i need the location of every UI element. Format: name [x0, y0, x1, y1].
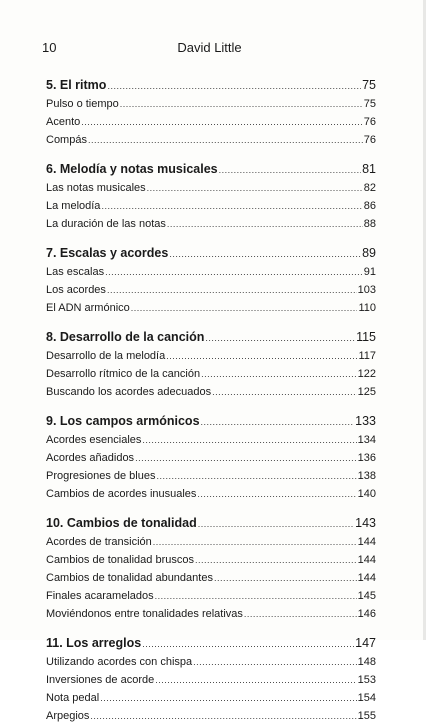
- entry-title: Moviéndonos entre tonalidades relativas: [46, 608, 243, 620]
- dot-leader: [107, 281, 357, 299]
- entry-page: 145: [357, 590, 376, 602]
- chapter-title: 10. Cambios de tonalidad: [46, 516, 197, 530]
- chapter-gap: [46, 149, 376, 160]
- dot-leader: [244, 605, 357, 623]
- toc-chapter: [46, 412, 376, 431]
- toc-entry: [46, 431, 376, 449]
- entry-title: Finales acaramelados: [46, 590, 154, 602]
- dot-leader: [135, 449, 357, 467]
- dot-leader: [167, 215, 363, 233]
- entry-title: Cambios de acordes inusuales: [46, 488, 197, 500]
- toc-entry: [46, 569, 376, 587]
- entry-title: Pulso o tiempo: [46, 98, 119, 110]
- dot-leader: [81, 113, 363, 131]
- entry-page: 122: [357, 368, 376, 380]
- dot-leader: [205, 329, 355, 348]
- entry-title: Acento: [46, 116, 81, 128]
- toc-entry: [46, 179, 376, 197]
- entry-title: Acordes de transición: [46, 536, 152, 548]
- toc-chapter: [46, 160, 376, 179]
- dot-leader: [156, 467, 356, 485]
- entry-title: Inversiones de acorde: [46, 674, 155, 686]
- toc-chapter: [46, 244, 376, 263]
- dot-leader: [166, 347, 357, 365]
- toc-entry: [46, 707, 376, 725]
- toc-entry: [46, 533, 376, 551]
- chapter-title: 11. Los arreglos: [46, 636, 142, 650]
- toc-entry: [46, 95, 376, 113]
- toc-entry: [46, 383, 376, 401]
- toc-entry: [46, 215, 376, 233]
- entry-page: 153: [357, 674, 376, 686]
- chapter-title: 7. Escalas y acordes: [46, 246, 169, 260]
- entry-page: 136: [357, 452, 376, 464]
- dot-leader: [197, 485, 356, 503]
- dot-leader: [131, 299, 358, 317]
- dot-leader: [153, 533, 357, 551]
- dot-leader: [201, 413, 355, 432]
- chapter-page: 75: [362, 78, 376, 92]
- chapter-page: 147: [355, 636, 376, 650]
- entry-title: Los acordes: [46, 284, 106, 296]
- dot-leader: [212, 383, 357, 401]
- chapter-gap: [46, 623, 376, 634]
- entry-page: 134: [357, 434, 376, 446]
- dot-leader: [219, 161, 361, 180]
- entry-title: Nota pedal: [46, 692, 100, 704]
- entry-page: 138: [357, 470, 376, 482]
- chapter-gap: [46, 233, 376, 244]
- chapter-gap: [46, 317, 376, 328]
- toc-entry: [46, 467, 376, 485]
- toc-entry: [46, 653, 376, 671]
- chapter-title: 8. Desarrollo de la canción: [46, 330, 205, 344]
- toc-entry: [46, 197, 376, 215]
- chapter-gap: [46, 503, 376, 514]
- entry-page: 144: [357, 572, 376, 584]
- toc-entry: [46, 365, 376, 383]
- chapter-page: 81: [362, 162, 376, 176]
- toc-entry: [46, 263, 376, 281]
- entry-page: 146: [357, 608, 376, 620]
- toc-entry: [46, 449, 376, 467]
- running-title: David Little: [177, 40, 242, 55]
- entry-page: 91: [363, 266, 376, 278]
- dot-leader: [101, 197, 362, 215]
- entry-title: Acordes esenciales: [46, 434, 142, 446]
- entry-title: Buscando los acordes adecuados: [46, 386, 212, 398]
- chapter-title: 5. El ritmo: [46, 78, 107, 92]
- chapter-gap: [46, 401, 376, 412]
- chapter-page: 143: [355, 516, 376, 530]
- entry-page: 82: [363, 182, 376, 194]
- entry-page: 110: [358, 302, 376, 314]
- entry-page: 86: [363, 200, 376, 212]
- toc-entry: [46, 605, 376, 623]
- entry-page: 88: [363, 218, 376, 230]
- entry-page: 125: [357, 386, 376, 398]
- entry-page: 75: [363, 98, 376, 110]
- toc-entry: [46, 551, 376, 569]
- toc-entry: [46, 587, 376, 605]
- entry-title: Cambios de tonalidad bruscos: [46, 554, 194, 566]
- page-number: 10: [42, 40, 57, 55]
- entry-title: Utilizando acordes con chispa: [46, 656, 193, 668]
- toc-chapter: [46, 76, 376, 95]
- entry-page: 76: [363, 134, 376, 146]
- entry-title: Las escalas: [46, 266, 105, 278]
- chapter-page: 133: [355, 414, 376, 428]
- toc-entry: [46, 299, 376, 317]
- toc-chapter: [46, 328, 376, 347]
- dot-leader: [120, 95, 363, 113]
- chapter-page: 89: [362, 246, 376, 260]
- chapter-title: 9. Los campos armónicos: [46, 414, 200, 428]
- entry-title: Compás: [46, 134, 87, 146]
- entry-title: Desarrollo rítmico de la canción: [46, 368, 201, 380]
- page-header: [42, 40, 371, 58]
- entry-page: 117: [358, 350, 376, 362]
- dot-leader: [201, 365, 357, 383]
- entry-title: Las notas musicales: [46, 182, 146, 194]
- entry-page: 76: [363, 116, 376, 128]
- dot-leader: [169, 245, 361, 264]
- chapter-page: 115: [356, 330, 376, 344]
- entry-title: El ADN armónico: [46, 302, 130, 314]
- toc-entry: [46, 485, 376, 503]
- entry-page: 148: [357, 656, 376, 668]
- entry-title: La melodía: [46, 200, 101, 212]
- dot-leader: [155, 587, 357, 605]
- entry-page: 155: [357, 710, 376, 722]
- dot-leader: [105, 263, 363, 281]
- dot-leader: [90, 707, 356, 725]
- dot-leader: [147, 179, 363, 197]
- toc-entry: [46, 347, 376, 365]
- dot-leader: [214, 569, 357, 587]
- entry-title: Cambios de tonalidad abundantes: [46, 572, 213, 584]
- table-of-contents: [46, 76, 376, 725]
- toc-entry: [46, 281, 376, 299]
- dot-leader: [100, 689, 356, 707]
- entry-title: La duración de las notas: [46, 218, 166, 230]
- toc-entry: [46, 689, 376, 707]
- dot-leader: [198, 515, 354, 534]
- dot-leader: [88, 131, 363, 149]
- entry-title: Arpegios: [46, 710, 90, 722]
- dot-leader: [107, 77, 361, 96]
- dot-leader: [155, 671, 356, 689]
- toc-entry: [46, 131, 376, 149]
- entry-page: 103: [357, 284, 376, 296]
- entry-title: Progresiones de blues: [46, 470, 156, 482]
- chapter-title: 6. Melodía y notas musicales: [46, 162, 218, 176]
- entry-title: Acordes añadidos: [46, 452, 135, 464]
- dot-leader: [193, 653, 357, 671]
- entry-page: 144: [357, 554, 376, 566]
- toc-chapter: [46, 634, 376, 653]
- entry-title: Desarrollo de la melodía: [46, 350, 166, 362]
- dot-leader: [142, 431, 356, 449]
- toc-entry: [46, 671, 376, 689]
- dot-leader: [142, 635, 354, 654]
- toc-entry: [46, 113, 376, 131]
- toc-chapter: [46, 514, 376, 533]
- dot-leader: [195, 551, 357, 569]
- entry-page: 154: [357, 692, 376, 704]
- entry-page: 144: [357, 536, 376, 548]
- entry-page: 140: [357, 488, 376, 500]
